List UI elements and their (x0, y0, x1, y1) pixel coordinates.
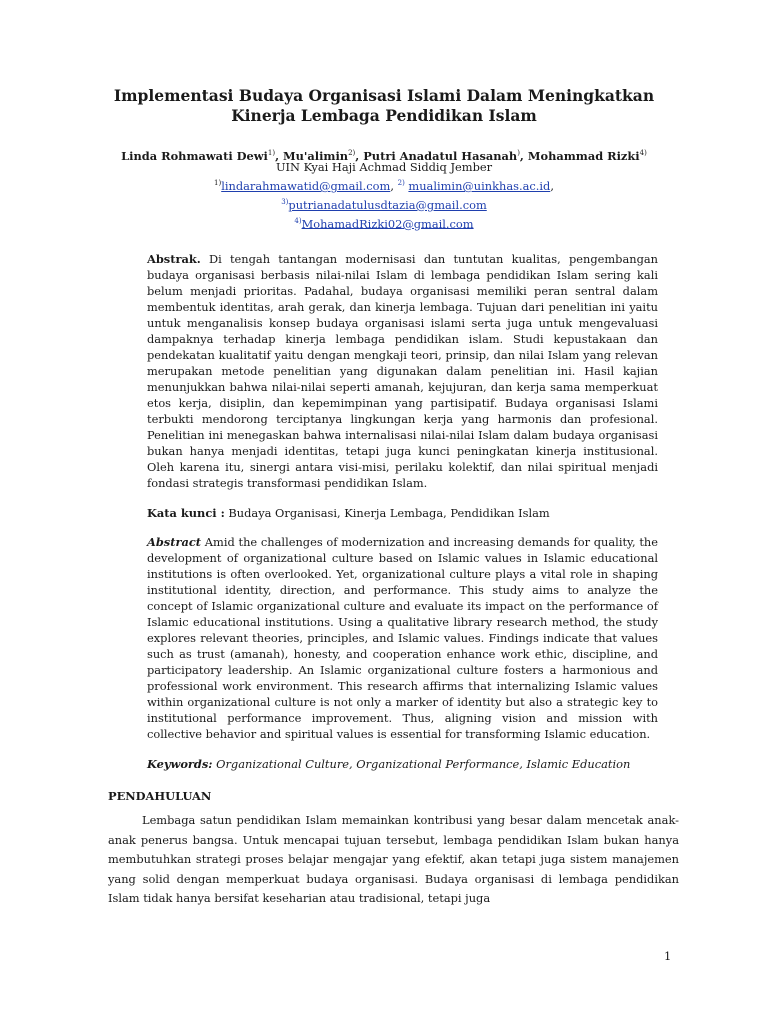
title-line-2: Kinerja Lembaga Pendidikan Islam (231, 106, 537, 125)
email-mark: 4) (294, 216, 302, 225)
author-mark: 2) (348, 149, 356, 157)
section-heading: PENDAHULUAN (108, 789, 212, 803)
author-name: Mu'alimin (283, 148, 349, 163)
email-line (100, 213, 668, 232)
author-mark: 1) (267, 149, 276, 157)
keywords-text: Budaya Organisasi, Kinerja Lembaga, Pendidikan Islam (224, 506, 550, 520)
email-mark: 3) (281, 197, 289, 206)
author-mark: ) (517, 149, 520, 157)
keywords-english (147, 756, 630, 772)
introduction-body (108, 811, 679, 909)
email-link[interactable]: putrianadatulusdtazia@gmail.com (288, 197, 487, 212)
abstract-text: Di tengah tantangan modernisasi dan tuntutan kualitas, pengembangan budaya organisasi berbasis nilai-nilai Islam di lembaga pendidikan Islam sering kali belum menjadi prioritas. Padahal, budaya organisasi memiliki peran sentral dalam membentuk identitas, arah gerak, dan kinerja lembaga. Tujuan dari penelitian ini yaitu untuk menganalisis konsep budaya organisasi islami serta juga untuk mengevaluasi dampaknya terhadap kinerja lembaga pendidikan islam. Studi kepustakaan dan pendekatan kualitatif yaitu dengan mengkaji teori, prinsip, dan nilai Islam yang relevan merupakan metode penelitian yang digunakan dalam penelitian ini. Hasil kajian menunjukkan bahwa nilai-nilai seperti amanah, kejujuran, dan kerja sama memperkuat etos kerja, disiplin, dan kepemimpinan yang partisipatif. Budaya organisasi Islami terbukti mendorong terciptanya lingkungan kerja yang harmonis dan profesional. Penelitian ini menegaskan bahwa internalisasi nilai-nilai Islam dalam budaya organisasi bukan hanya menjadi identitas, tetapi juga kunci peningkatan kinerja institusional. Oleh karena itu, sinergi antara visi-misi, perilaku kolektif, dan nilai spiritual menjadi fondasi strategis transformasi pendidikan Islam. (147, 252, 658, 490)
abstract-label: Abstrak. (147, 252, 201, 266)
email-link[interactable]: lindarahmawatid@gmail.com (221, 178, 391, 193)
title-line-1: Implementasi Budaya Organisasi Islami Dalam Meningkatkan (113, 86, 655, 105)
email-separator: , (550, 178, 554, 193)
abstract-paragraph (147, 251, 658, 491)
author-name: Mohammad Rizki (527, 148, 640, 163)
author-affiliation: UIN Kyai Haji Achmad Siddiq Jember (275, 160, 493, 174)
author-separator: , (355, 148, 364, 163)
author-separator: , (519, 148, 528, 163)
email-separator: , (390, 178, 398, 193)
paper-title (100, 86, 668, 126)
email-mark: 2) (397, 179, 405, 187)
author-mark: 4) (639, 149, 647, 157)
page-number: 1 (664, 949, 672, 963)
abstract-english (147, 534, 658, 742)
keywords-text: Organizational Culture, Organizational Performance, Islamic Education (212, 757, 631, 771)
email-link[interactable]: MohamadRizki02@gmail.com (301, 216, 474, 231)
intro-paragraph: Lembaga satun pendidikan Islam memainkan kontribusi yang besar dalam mencetak anak-anak penerus bangsa. Untuk mencapai tujuan tersebut, lembaga pendidikan Islam bukan hanya membutuhkan strategi proses belajar mengajar yang efektif, akan tetapi juga sistem manajemen yang solid dengan memperkuat budaya organisasi. Budaya organisasi di lembaga pendidikan Islam tidak hanya bersifat keseharian atau tradisional, tetapi juga (108, 813, 679, 906)
keywords-label: Kata kunci : (147, 506, 225, 520)
author-name: Linda Rohmawati Dewi (121, 148, 268, 163)
email-line (100, 175, 668, 194)
author-emails (100, 175, 668, 231)
email-link[interactable]: mualimin@uinkhas.ac.id (408, 178, 551, 193)
author-separator: , (275, 148, 284, 163)
keywords-indonesian (147, 505, 550, 521)
abstract-indonesian (147, 251, 658, 491)
keywords-label: Keywords: (147, 757, 213, 771)
abstract-paragraph (147, 534, 658, 742)
email-line (100, 194, 668, 213)
email-mark: 1) (214, 179, 222, 187)
author-name: Putri Anadatul Hasanah (363, 148, 518, 163)
abstract-label: Abstract (147, 535, 202, 549)
abstract-text: Amid the challenges of modernization and increasing demands for quality, the development of organizational culture based on Islamic values in Islamic educational institutions is often overlooked. Yet, organizational culture plays a vital role in shaping institutional identity, direction, and performance. This study aims to analyze the concept of Islamic organizational culture and evaluate its impact on the performance of Islamic educational institutions. Using a qualitative library research method, the study explores relevant theories, principles, and Islamic values. Findings indicate that values such as trust (amanah), honesty, and cooperation enhance work ethic, discipline, and participatory leadership. An Islamic organizational culture fosters a harmonious and professional work environment. This research affirms that internalizing Islamic values within organizational culture is not only a marker of identity but also a strategic key to institutional performance improvement. Thus, aligning vision and mission with collective behavior and spiritual values is essential for transforming Islamic education. (147, 535, 658, 741)
